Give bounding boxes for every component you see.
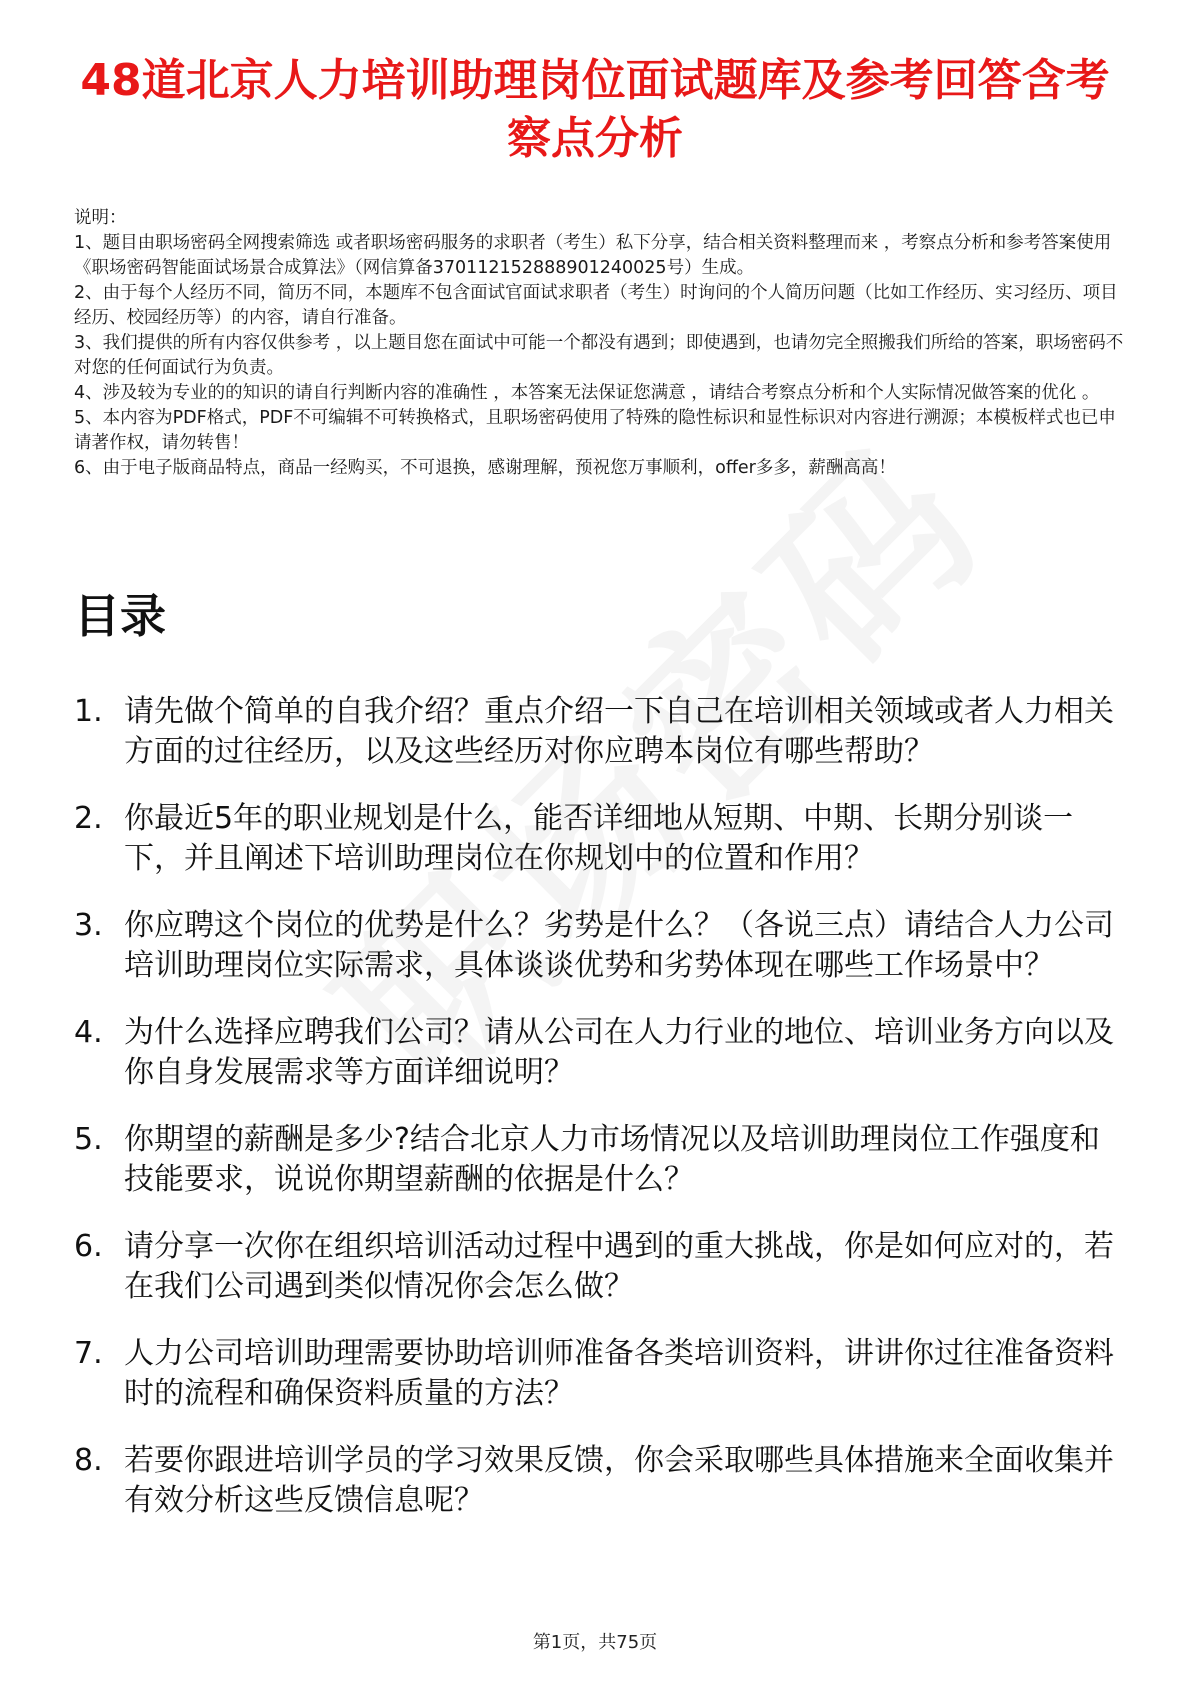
toc-item-number: 6. — [74, 1229, 103, 1264]
toc-item-number: 7. — [74, 1336, 103, 1371]
toc-heading: 目录 — [74, 589, 166, 643]
page-number: 第1页，共75页 — [532, 1632, 658, 1653]
toc-item-text: 若要你跟进培训学员的学习效果反馈，你会采取哪些具体措施来全面收集并有效分析这些反馈信息呢？ — [124, 1443, 1114, 1518]
toc-item[interactable] — [74, 906, 1124, 986]
toc-item-number: 3. — [74, 908, 103, 943]
toc-item-number: 2. — [74, 801, 103, 836]
toc-item[interactable] — [74, 1013, 1124, 1093]
toc-item-text: 你应聘这个岗位的优势是什么？劣势是什么？（各说三点）请结合人力公司培训助理岗位实际需求，具体谈谈优势和劣势体现在哪些工作场景中？ — [124, 908, 1114, 983]
toc-item[interactable] — [74, 1120, 1124, 1200]
note-item: 5、本内容为PDF格式，PDF不可编辑不可转换格式，且职场密码使用了特殊的隐性标识和显性标识对内容进行溯源；本模板样式也已申请著作权，请勿转售！ — [74, 408, 1116, 453]
document-title: 48道北京人力培训助理岗位面试题库及参考回答含考察点分析 — [80, 55, 1110, 164]
toc-item-text: 为什么选择应聘我们公司？请从公司在人力行业的地位、培训业务方向以及你自身发展需求等方面详细说明？ — [124, 1015, 1114, 1090]
toc-item-number: 4. — [74, 1015, 103, 1050]
toc-item[interactable] — [74, 1227, 1124, 1307]
note-item: 1、题目由职场密码全网搜索筛选 或者职场密码服务的求职者（考生）私下分享，结合相关资料整理而来 ，考察点分析和参考答案使用《职场密码智能面试场景合成算法》（网信算备370112152888901240025号）生成。 — [74, 233, 1112, 278]
note-item: 2、由于每个人经历不同，简历不同，本题库不包含面试官面试求职者（考生）时询问的个人简历问题（比如工作经历、实习经历、项目经历、校园经历等）的内容，请自行准备。 — [74, 283, 1118, 328]
note-item: 3、我们提供的所有内容仅供参考 ，以上题目您在面试中可能一个都没有遇到；即使遇到，也请勿完全照搬我们所给的答案，职场密码不对您的任何面试行为负责。 — [74, 333, 1124, 378]
toc-item-text: 人力公司培训助理需要协助培训师准备各类培训资料，讲讲你过往准备资料时的流程和确保资料质量的方法？ — [124, 1336, 1114, 1411]
notes-section — [74, 206, 1124, 481]
toc-item-text: 请分享一次你在组织培训活动过程中遇到的重大挑战，你是如何应对的，若在我们公司遇到类似情况你会怎么做？ — [124, 1229, 1114, 1304]
toc-list — [74, 692, 1124, 1548]
toc-item[interactable] — [74, 799, 1124, 879]
toc-item-text: 你最近5年的职业规划是什么，能否详细地从短期、中期、长期分别谈一下，并且阐述下培训助理岗位在你规划中的位置和作用？ — [124, 801, 1074, 876]
toc-item[interactable] — [74, 1441, 1124, 1521]
note-item: 4、涉及较为专业的的知识的请自行判断内容的准确性 ，本答案无法保证您满意 ，请结合考察点分析和个人实际情况做答案的优化 。 — [74, 383, 1100, 403]
note-item: 6、由于电子版商品特点，商品一经购买，不可退换，感谢理解，预祝您万事顺利，offer多多，薪酬高高！ — [74, 458, 896, 478]
toc-item-text: 你期望的薪酬是多少?结合北京人力市场情况以及培训助理岗位工作强度和技能要求，说说你期望薪酬的依据是什么？ — [124, 1122, 1100, 1197]
notes-heading: 说明： — [74, 208, 127, 228]
toc-item[interactable] — [74, 692, 1124, 772]
toc-item[interactable] — [74, 1334, 1124, 1414]
toc-item-number: 5. — [74, 1122, 103, 1157]
toc-item-number: 8. — [74, 1443, 103, 1478]
toc-item-number: 1. — [74, 694, 103, 729]
toc-item-text: 请先做个简单的自我介绍？重点介绍一下自己在培训相关领域或者人力相关方面的过往经历，以及这些经历对你应聘本岗位有哪些帮助？ — [124, 694, 1114, 769]
